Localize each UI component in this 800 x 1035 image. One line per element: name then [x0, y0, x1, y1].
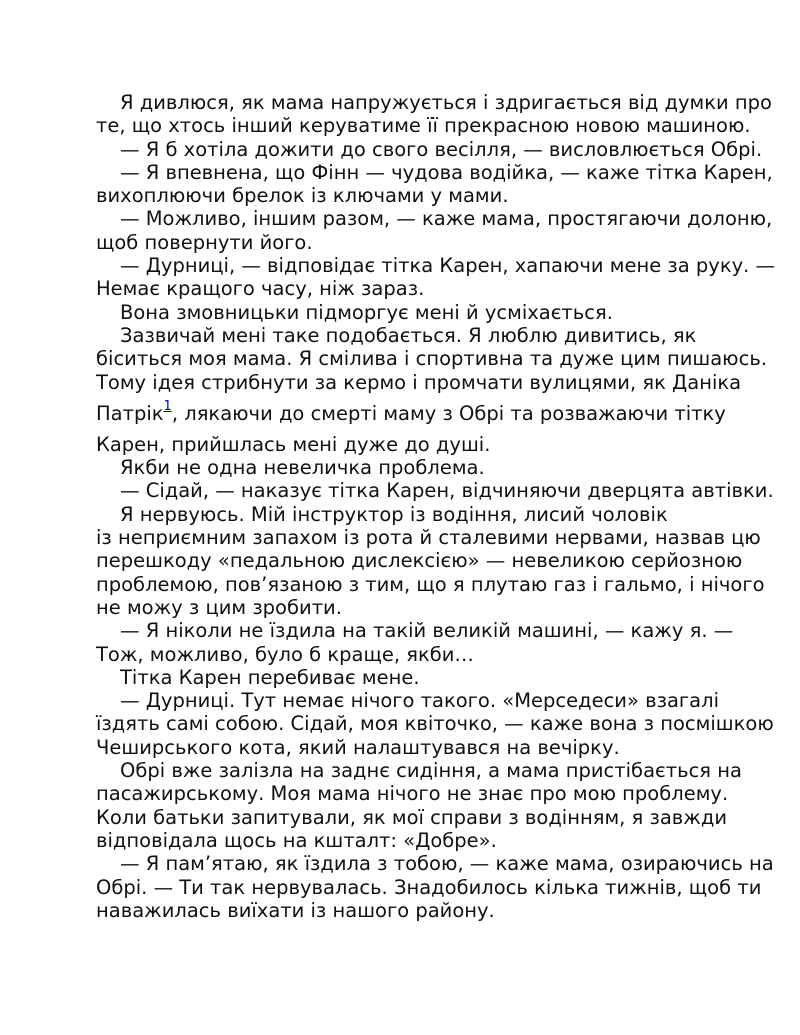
text-line: не можу з цим зробити.: [96, 595, 342, 619]
document-page: [96, 91, 776, 922]
text-line: Немає кращого часу, ніж зараз.: [96, 277, 425, 301]
text-line: — Я пам’ятаю, як їздила з тобою, — каже мама, озираючись на: [120, 852, 774, 876]
text-line: біситься моя мама. Я смілива і спортивна та дуже цим пишаюсь.: [96, 347, 768, 371]
text-line: Зазвичай мені таке подобається. Я люблю дивитись, як: [120, 323, 697, 347]
text-line: Якби не одна невеличка проблема.: [120, 456, 485, 480]
text-line: — Я б хотіла дожити до свого весілля, — висловлюється Обрі.: [120, 137, 763, 161]
text-line: пасажирському. Моя мама нічого не знає про мою проблему.: [96, 782, 729, 806]
text-line: те, що хтось інший керуватиме її прекрасною новою машиною.: [96, 114, 751, 138]
text-line: Вона змовницьки підморгує мені й усміхається.: [120, 300, 613, 324]
text-line: Обрі вже залізла на заднє сидіння, а мама пристібається на: [120, 759, 742, 783]
text-line: Чеширського кота, який налаштувався на вечірку.: [96, 735, 620, 759]
footnote-link[interactable]: 1: [163, 398, 172, 414]
text-line: наважилась виїхати із нашого району.: [96, 898, 495, 922]
text-fragment: Патрік: [96, 401, 164, 425]
text-line: Карен, прийшлась мені дуже до душі.: [96, 432, 491, 456]
text-line: вихоплюючи брелок із ключами у мами.: [96, 184, 509, 208]
text-line: Коли батьки запитували, як мої справи з водінням, я завжди: [96, 805, 728, 829]
text-line: проблемою, пов’язаною з тим, що я плутаю газ і гальмо, і нічого: [96, 572, 765, 596]
text-line: — Я ніколи не їздила на такій великій машині, — кажу я. —: [120, 619, 734, 643]
text-line: Я дивлюся, як мама напружується і здригається від думки про: [120, 91, 772, 114]
text-line: із неприємним запахом із рота й сталевими нервами, назвав цю: [96, 526, 761, 550]
text-line: Тітка Карен перебиває мене.: [120, 665, 420, 689]
text-line-with-footnote: [96, 394, 726, 433]
text-line: — Дурниці. Тут немає нічого такого. «Мерседеси» взагалі: [120, 689, 719, 713]
text-line: Обрі. — Ти так нервувалась. Знадобилось кілька тижнів, щоб ти: [96, 875, 762, 899]
text-line: — Дурниці, — відповідає тітка Карен, хапаючи мене за руку. —: [120, 254, 776, 278]
text-line: перешкоду «педальною дислексією» — невеликою серйозною: [96, 549, 743, 573]
text-line: відповідала щось на кшталт: «Добре».: [96, 828, 497, 852]
text-line: Тому ідея стрибнути за кермо і промчати вулицями, як Даніка: [96, 370, 742, 394]
text-line: щоб повернути його.: [96, 230, 313, 254]
text-line: — Можливо, іншим разом, — каже мама, простягаючи долоню,: [120, 207, 773, 231]
text-line: їздять самі собою. Сідай, моя квіточко, — каже вона з посмішкою: [96, 712, 774, 736]
text-fragment: , лякаючи до смерті маму з Обрі та розважаючи тітку: [171, 401, 726, 425]
text-line: — Я впевнена, що Фінн — чудова водійка, — каже тітка Карен,: [120, 160, 773, 184]
text-line: Тож, можливо, було б краще, якби…: [96, 642, 474, 666]
text-line: — Сідай, — наказує тітка Карен, відчиняючи дверцята автівки.: [120, 479, 774, 503]
text-line: Я нервуюсь. Мій інструктор із водіння, лисий чоловік: [120, 502, 668, 526]
